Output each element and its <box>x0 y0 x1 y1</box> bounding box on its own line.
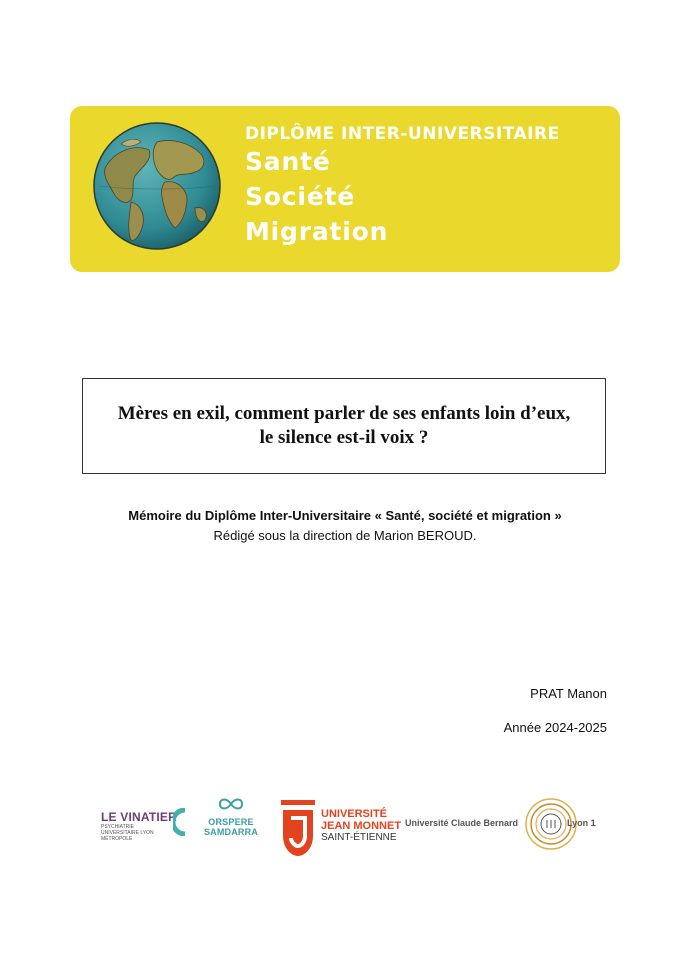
dius-banner <box>70 106 620 272</box>
academic-year: Année 2024-2025 <box>503 720 607 735</box>
banner-diploma-label: DIPLÔME INTER-UNIVERSITAIRE <box>245 124 560 144</box>
direction-line: Rédigé sous la direction de Marion BEROUD. <box>213 528 477 543</box>
banner-societe: Société <box>245 182 356 211</box>
banner-text <box>245 124 560 249</box>
ujm-emblem-icon <box>279 800 317 858</box>
banner-sante: Santé <box>245 147 331 176</box>
thesis-title-line1: Mères en exil, comment parler de ses enfants loin d’eux, <box>117 403 571 424</box>
vinatier-arc-icon <box>173 808 187 836</box>
ujm-line1: UNIVERSITÉ <box>321 808 388 820</box>
ucb-name: Université Claude Bernard <box>405 818 519 828</box>
thesis-title-line2: le silence est-il voix ? <box>259 427 429 448</box>
ujm-line3: SAINT-ÉTIENNE <box>321 832 397 843</box>
vinatier-name: LE VINATIER <box>101 810 177 824</box>
ujm-logo <box>279 800 402 863</box>
orspere-logo <box>191 796 271 837</box>
ucb-logo <box>405 798 615 858</box>
author-name: PRAT Manon <box>530 686 607 701</box>
ujm-line2: JEAN MONNET <box>321 820 402 832</box>
thesis-title-box <box>82 378 606 474</box>
orspere-name: ORSPERE SAMDARRA <box>203 817 259 837</box>
banner-migration: Migration <box>245 217 389 246</box>
ujm-text <box>321 808 401 844</box>
memoire-line: Mémoire du Diplôme Inter-Universitaire « Santé, société et migration » <box>128 508 562 523</box>
globe-icon <box>91 120 223 252</box>
infinity-icon <box>216 796 246 812</box>
vinatier-subtitle: PSYCHIATRIE UNIVERSITAIRE LYON MÉTROPOLE <box>101 824 154 842</box>
ucb-city: Lyon 1 <box>567 818 596 828</box>
partner-logos <box>95 796 615 866</box>
vinatier-logo <box>101 810 177 842</box>
